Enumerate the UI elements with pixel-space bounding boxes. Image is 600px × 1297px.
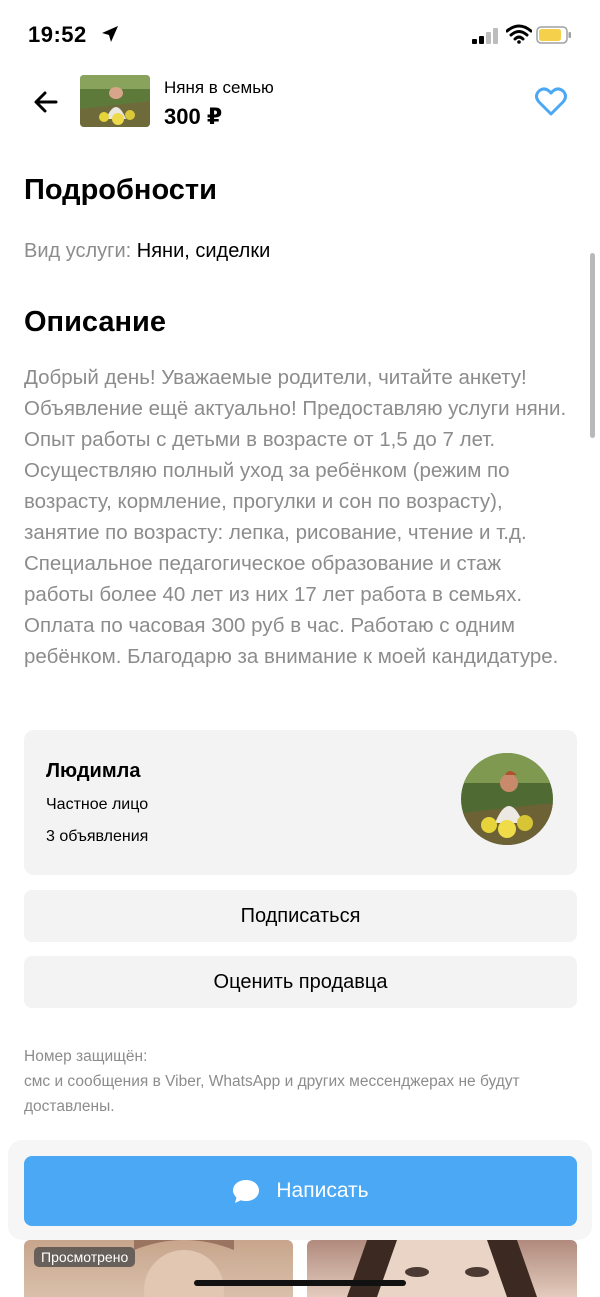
home-indicator[interactable] — [194, 1280, 406, 1286]
heart-icon[interactable] — [534, 86, 568, 118]
scrollbar[interactable] — [590, 253, 595, 438]
service-type-label: Вид услуги: — [24, 240, 132, 262]
write-button-label: Написать — [276, 1179, 369, 1202]
signal-icon — [472, 28, 500, 44]
rate-seller-button[interactable]: Оценить продавца — [24, 956, 577, 1008]
seller-name: Людимла — [46, 760, 141, 782]
recommendation-card[interactable] — [307, 1240, 577, 1297]
details-heading: Подробности — [24, 174, 217, 206]
phone-protected-notice — [24, 1044, 576, 1119]
arrow-left-icon[interactable] — [30, 86, 62, 118]
status-bar — [0, 0, 600, 70]
seller-ads-count[interactable]: 3 объявления — [46, 828, 149, 845]
battery-icon — [536, 26, 572, 44]
service-type-value: Няни, сиделки — [136, 240, 271, 262]
listing-title: Няня в семью — [164, 78, 274, 97]
subscribe-button[interactable]: Подписаться — [24, 890, 577, 942]
status-time: 19:52 — [28, 22, 87, 47]
service-type — [24, 240, 270, 263]
listing-thumbnail[interactable] — [80, 75, 150, 127]
listing-header — [0, 70, 600, 140]
seller-card[interactable] — [24, 730, 577, 875]
avatar[interactable] — [461, 753, 553, 845]
listing-price: 300 ₽ — [164, 104, 223, 129]
location-arrow-icon — [100, 24, 120, 44]
notice-line-2: смс и сообщения в Viber, WhatsApp и других мессенджерах не будут доставлены. — [24, 1073, 520, 1115]
wifi-icon — [506, 24, 532, 44]
description-text: Добрый день! Уважаемые родители, читайте анкету! Объявление ещё актуально! Предоставляю услуги няни. Опыт работы с детьми в возрасте от 1,5 до 7 лет. Осуществляю полный уход за ребёнком (режим по возрасту, кормление, прогулки и сон по возрасту), занятие по возрасту: лепка, рисование, чтение и т.д. Специальное педагогическое образование и стаж работы более 40 лет из них 17 лет работа в семьях. Оплата по часовая 300 руб в час. Работаю с одним ребёнком. Благодарю за внимание к моей кандидатуре. — [24, 366, 567, 668]
description-heading: Описание — [24, 306, 166, 338]
viewed-badge: Просмотрено — [34, 1247, 135, 1267]
seller-type: Частное лицо — [46, 796, 149, 813]
write-button[interactable] — [24, 1156, 577, 1226]
notice-line-1: Номер защищён: — [24, 1048, 148, 1065]
chat-bubble-icon — [232, 1178, 260, 1204]
